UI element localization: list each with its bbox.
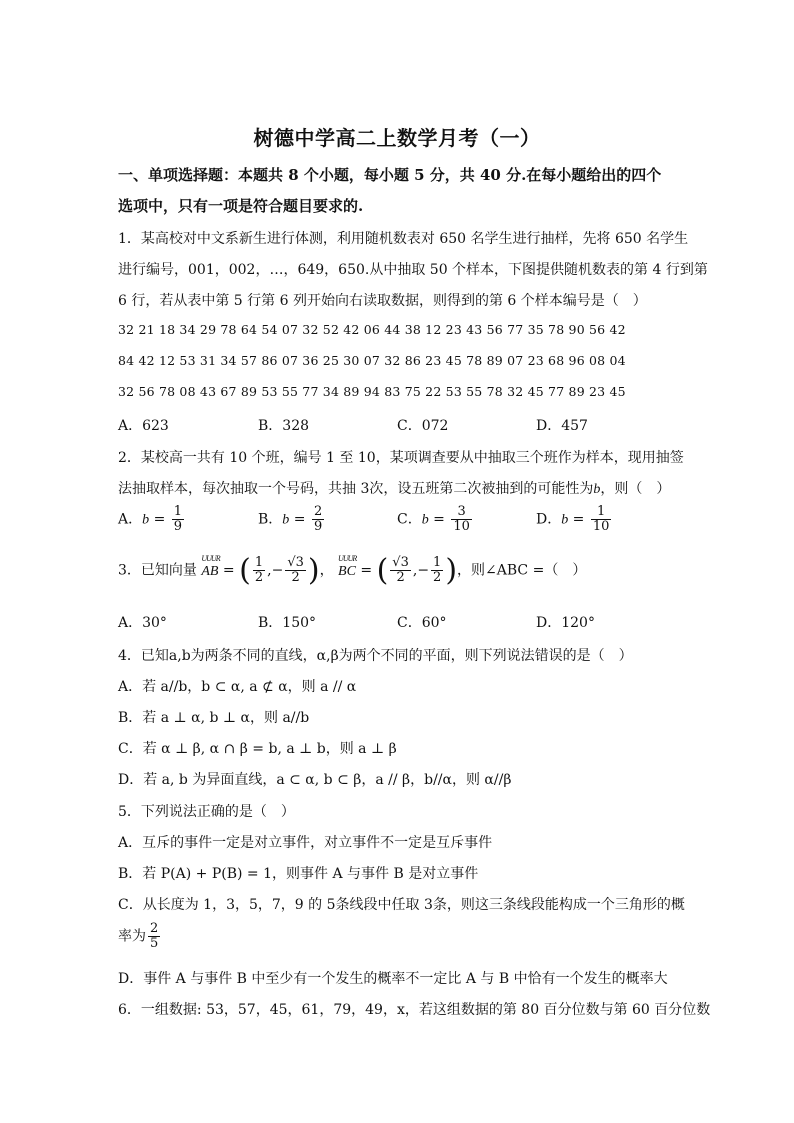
q5-option-b: B．若 P(A) + P(B) = 1，则事件 A 与事件 B 是对立事件 [118, 866, 479, 882]
section-heading-line1: 一、单项选择题：本题共 8 个小题，每小题 5 分，共 40 分.在每小题给出的四个 [118, 166, 662, 184]
fraction: $\frac{√3}{2}$ [287, 555, 304, 585]
q1-option-a: A．623 [118, 418, 169, 434]
q4-option-a: A．若 a//b，b ⊂ α, a ⊄ α，则 a // α [118, 679, 357, 695]
q5-stem: 5．下列说法正确的是（ ） [118, 804, 295, 820]
q5-option-c-line2: 率为 $\frac{2}{5}$ [118, 921, 159, 951]
q1-line3: 6 行，若从表中第 5 行第 6 列开始向右读取数据，则得到的第 6 个样本编号是（ ） [118, 293, 647, 309]
fraction: $\frac{1}{9}$ [173, 504, 183, 534]
q1-option-b: B．328 [258, 418, 310, 434]
q5-option-c-line1: C．从长度为 1，3，5，7，9 的 5条线段中任取 3条，则这三条线段能构成一个三角形的概 [118, 897, 685, 913]
exam-title: 树德中学高二上数学月考（一） [253, 126, 541, 150]
q4-option-b: B．若 a ⊥ α, b ⊥ α，则 a//b [118, 710, 310, 726]
q2-line1: 2．某校高一共有 10 个班，编号 1 至 10，某项调查要从中抽取三个班作为样本，现用抽签 [118, 450, 684, 466]
vector-bc: UUUR BC [338, 553, 357, 579]
random-table-row-6: 32 56 78 08 43 67 89 53 55 77 34 89 94 83 75 22 53 55 78 32 45 77 89 23 45 [118, 384, 626, 399]
fraction: $\frac{1}{2}$ [254, 555, 264, 585]
random-table-row-5: 84 42 12 53 31 34 57 86 07 36 25 30 07 32 86 23 45 78 89 07 23 68 96 08 04 [118, 353, 626, 368]
section-heading-line2: 选项中，只有一项是符合题目要求的. [118, 197, 364, 215]
fraction: $\frac{1}{2}$ [433, 555, 442, 585]
fraction: $\frac{3}{10}$ [453, 504, 470, 534]
random-table-row-4: 32 21 18 34 29 78 64 54 07 32 52 42 06 44 38 12 23 43 56 77 35 78 90 56 42 [118, 322, 626, 337]
fraction: $\frac{2}{5}$ [150, 921, 159, 951]
q1-line2: 进行编号，001，002，…，649，650.从中抽取 50 个样本，下图提供随机数表的第 4 行到第 [118, 262, 708, 278]
q2-line2 [118, 478, 670, 498]
q3-option-a: A．30° [118, 615, 167, 631]
q3-option-b: B．150° [258, 615, 317, 631]
q2-var-b: b [593, 482, 601, 497]
q3-stem: 3．已知向量 UUUR AB = ( $\frac{1}{2}$ ,− $\frac{√3}{2}$ )， UUUR BC = ( $\frac{√3}{2}$ ,− $\frac{1}{2}$ )，则∠ABC =（ ） [118, 553, 587, 588]
q2-option-b: B．b = $\frac{2}{9}$ [258, 504, 323, 534]
q3-option-c: C．60° [397, 615, 447, 631]
fraction: $\frac{√3}{2}$ [392, 555, 409, 585]
fraction: $\frac{1}{10}$ [592, 504, 610, 534]
q1-option-c: C．072 [397, 418, 449, 434]
q5-option-d: D．事件 A 与事件 B 中至少有一个发生的概率不一定比 A 与 B 中恰有一个发生的概率大 [118, 971, 668, 987]
q2-option-c: C．b = $\frac{3}{10}$ [397, 504, 470, 534]
q2-line2-end: ，则（ ） [600, 481, 671, 497]
q4-stem: 4．已知a,b为两条不同的直线，α,β为两个不同的平面，则下列说法错误的是（ ） [118, 648, 633, 664]
q4-option-c: C．若 α ⊥ β, α ∩ β = b, a ⊥ b，则 a ⊥ β [118, 741, 397, 757]
q1-option-d: D．457 [536, 418, 588, 434]
q1-line1: 1．某高校对中文系新生进行体测，利用随机数表对 650 名学生进行抽样，先将 650 名学生 [118, 231, 689, 247]
q2-line2-text: 法抽取样本，每次抽取一个号码，共抽 3次，设五班第二次被抽到的可能性为 [118, 481, 594, 497]
fraction: $\frac{2}{9}$ [313, 504, 323, 534]
q2-option-d: D．b = $\frac{1}{10}$ [536, 504, 610, 534]
q3-option-d: D．120° [536, 615, 595, 631]
vector-ab: UUUR AB [201, 553, 220, 579]
q5-option-a: A．互斥的事件一定是对立事件，对立事件不一定是互斥事件 [118, 835, 493, 851]
q2-option-a: A．b = $\frac{1}{9}$ [118, 504, 183, 534]
q4-option-d: D．若 a, b 为异面直线，a ⊂ α, b ⊂ β，a // β，b//α，则 α//β [118, 772, 512, 788]
q6-line1: 6．一组数据: 53，57，45，61，79，49，x，若这组数据的第 80 百分位数与第 60 百分位数 [118, 1002, 711, 1018]
